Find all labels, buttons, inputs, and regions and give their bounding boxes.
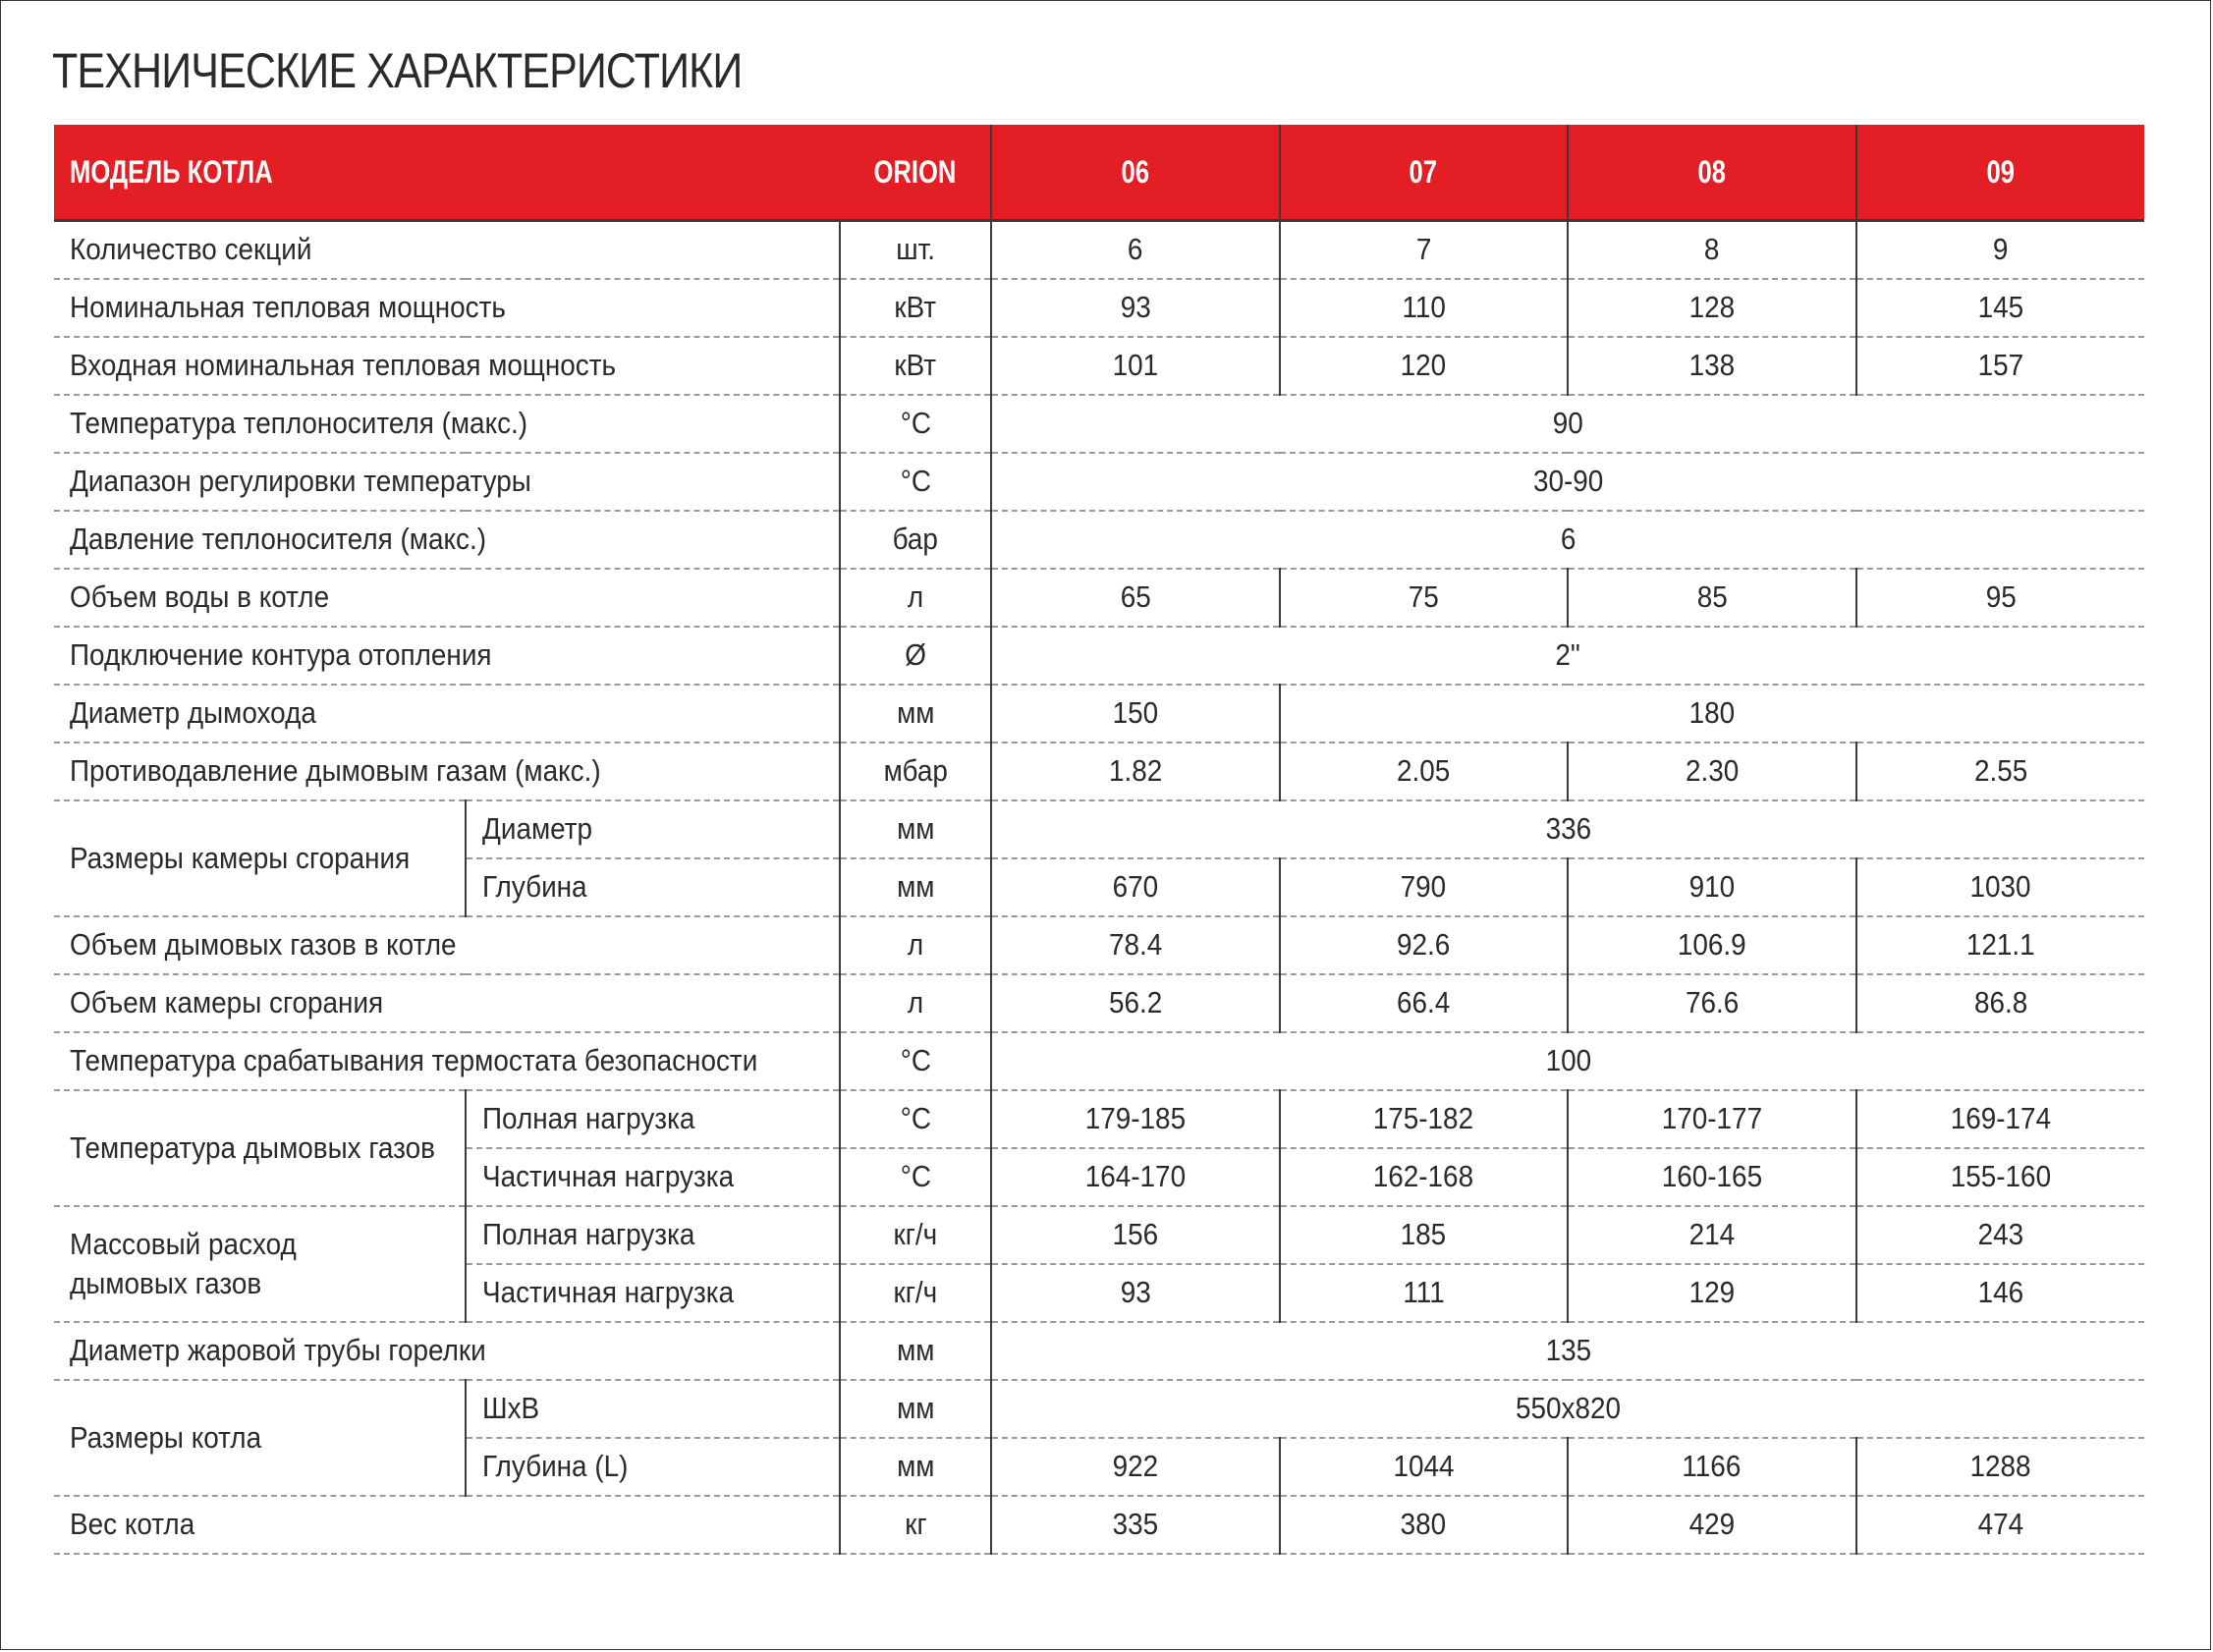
row-value (991, 1496, 1280, 1554)
row-value-text: 162-168 (1373, 1159, 1474, 1193)
row-unit (840, 569, 991, 627)
row-value (1568, 916, 1856, 974)
row-label-text: Давление теплоносителя (макс.) (70, 522, 487, 556)
row-value-text: 85 (1696, 579, 1728, 614)
row-label-text: Диапазон регулировки температуры (70, 464, 531, 498)
row-unit (840, 453, 991, 511)
row-value-text: 93 (1120, 290, 1151, 324)
row-label (54, 279, 840, 337)
row-value-text: 7 (1415, 232, 1432, 267)
row-label (54, 511, 840, 569)
row-value (1856, 279, 2145, 337)
row-label-text: Подключение контура отопления (70, 637, 492, 672)
row-value (1568, 974, 1856, 1032)
row-value-text: 150 (1112, 695, 1159, 730)
row-unit-text: мм (896, 1449, 935, 1483)
row-value-text: 474 (1977, 1507, 2024, 1541)
row-unit-text: °C (900, 1043, 931, 1077)
header-col-label: 08 (1697, 153, 1726, 190)
row-value-text: 335 (1112, 1507, 1159, 1541)
row-value-text: 90 (1552, 406, 1584, 440)
row-value (1280, 1206, 1569, 1264)
row-label (54, 221, 840, 279)
row-unit-text: мм (896, 811, 935, 846)
row-value (1568, 1264, 1856, 1322)
table-row (54, 569, 2144, 627)
row-value-text: 30-90 (1532, 464, 1604, 498)
row-value (1280, 858, 1569, 916)
row-unit (840, 916, 991, 974)
row-label (54, 395, 840, 453)
row-unit (840, 685, 991, 743)
row-value (1568, 743, 1856, 800)
row-unit (840, 743, 991, 800)
sub-label (466, 1206, 840, 1264)
table-row (54, 685, 2144, 743)
row-label-text: Противодавление дымовым газам (макс.) (70, 753, 601, 788)
row-value-text: 66.4 (1397, 985, 1451, 1019)
row-value-text: 380 (1400, 1507, 1447, 1541)
row-unit-text: бар (892, 522, 939, 556)
row-value-text: 9 (1992, 232, 2009, 267)
row-value-text: 100 (1545, 1043, 1591, 1077)
row-value-merged (991, 1032, 2144, 1090)
row-label (54, 916, 840, 974)
row-unit (840, 858, 991, 916)
row-value-text: 1166 (1682, 1449, 1742, 1483)
sub-label-text: Частичная нагрузка (482, 1159, 735, 1193)
table-row (54, 511, 2144, 569)
row-label-text: Диаметр дымохода (70, 695, 316, 730)
group-label-text: Температура дымовых газов (70, 1129, 435, 1165)
row-value-text: 157 (1977, 348, 2024, 382)
row-unit (840, 395, 991, 453)
row-value-text: 56.2 (1108, 985, 1162, 1019)
row-value (1568, 337, 1856, 395)
group-label (54, 800, 466, 916)
row-value-text: 179-185 (1084, 1101, 1186, 1135)
row-unit-text: мм (896, 695, 935, 730)
row-value-text: 790 (1400, 869, 1447, 904)
row-label (54, 1496, 840, 1554)
row-value-text: 93 (1120, 1275, 1151, 1309)
header-brand-label: ORION (873, 153, 957, 190)
row-value (1568, 279, 1856, 337)
row-value-text: 180 (1688, 695, 1736, 730)
row-value (1856, 916, 2145, 974)
sub-label-text: ШxB (482, 1391, 540, 1425)
row-value (991, 858, 1280, 916)
row-unit (840, 1322, 991, 1380)
sub-label (466, 858, 840, 916)
row-label (54, 743, 840, 800)
row-unit-text: мм (896, 1391, 935, 1425)
row-value-text: 65 (1120, 579, 1151, 614)
row-value (991, 337, 1280, 395)
row-unit (840, 800, 991, 858)
sub-label-text: Диаметр (482, 811, 593, 846)
row-value-text: 550x820 (1515, 1391, 1622, 1425)
row-unit-text: °C (900, 1101, 931, 1135)
row-value-merged (991, 800, 2144, 858)
row-value-text: 75 (1408, 579, 1439, 614)
row-value-text: 910 (1688, 869, 1736, 904)
row-value (1280, 279, 1569, 337)
row-value-text: 2.30 (1685, 753, 1739, 788)
row-value (1280, 916, 1569, 974)
row-label-text: Количество секций (70, 232, 312, 267)
row-unit-text: °C (900, 464, 931, 498)
row-value (1280, 1264, 1569, 1322)
row-value (1856, 1438, 2145, 1496)
table-row (54, 1090, 2144, 1148)
row-unit-text: кВт (894, 290, 937, 324)
header-brand (840, 125, 991, 221)
row-label-text: Входная номинальная тепловая мощность (70, 348, 617, 382)
row-value (1568, 1438, 1856, 1496)
table-row (54, 1206, 2144, 1264)
row-value-text: 156 (1112, 1217, 1159, 1251)
table-row (54, 1496, 2144, 1554)
row-unit-text: мм (896, 869, 935, 904)
row-value (1280, 743, 1569, 800)
row-value (991, 1090, 1280, 1148)
row-value-text: 175-182 (1373, 1101, 1474, 1135)
row-value (1856, 1264, 2145, 1322)
table-row (54, 1032, 2144, 1090)
row-unit (840, 1496, 991, 1554)
row-value-text: 1044 (1393, 1449, 1455, 1483)
row-unit (840, 974, 991, 1032)
row-value (991, 279, 1280, 337)
row-unit (840, 221, 991, 279)
row-label-text: Вес котла (70, 1507, 195, 1541)
row-value (1280, 974, 1569, 1032)
row-value (1280, 1438, 1569, 1496)
row-value (1568, 1148, 1856, 1206)
page-title: ТЕХНИЧЕСКИЕ ХАРАКТЕРИСТИКИ (52, 43, 743, 98)
header-col-label: 07 (1410, 153, 1438, 190)
row-value-text: 164-170 (1084, 1159, 1186, 1193)
table-header-row (54, 125, 2144, 221)
row-value-text: 92.6 (1397, 927, 1451, 962)
sub-label (466, 1090, 840, 1148)
row-value (1856, 1496, 2145, 1554)
row-value-text: 169-174 (1950, 1101, 2051, 1135)
row-value-merged (991, 395, 2144, 453)
row-value-text: 185 (1400, 1217, 1447, 1251)
sub-label-text: Частичная нагрузка (482, 1275, 735, 1309)
header-model (54, 125, 840, 221)
row-unit (840, 1380, 991, 1438)
row-value (1568, 221, 1856, 279)
row-unit-text: кг (904, 1507, 927, 1541)
group-label (54, 1380, 466, 1496)
row-value-text: 111 (1403, 1275, 1445, 1309)
table-row (54, 916, 2144, 974)
row-unit-text: кВт (894, 348, 937, 382)
row-value (1568, 1496, 1856, 1554)
table-row (54, 800, 2144, 858)
row-value-text: 160-165 (1661, 1159, 1762, 1193)
row-unit (840, 1032, 991, 1090)
row-label (54, 974, 840, 1032)
row-unit (840, 1206, 991, 1264)
row-value-text: 121.1 (1965, 927, 2035, 962)
row-value (1856, 743, 2145, 800)
table-row (54, 279, 2144, 337)
table-row (54, 395, 2144, 453)
sub-label (466, 1148, 840, 1206)
table-row (54, 627, 2144, 685)
row-label (54, 627, 840, 685)
row-value-text: 2.55 (1973, 753, 2027, 788)
row-label (54, 337, 840, 395)
table-row (54, 743, 2144, 800)
sub-label-text: Глубина (L) (482, 1449, 629, 1483)
row-label (54, 1032, 840, 1090)
row-value-text: 135 (1545, 1333, 1591, 1367)
row-label-text: Номинальная тепловая мощность (70, 290, 506, 324)
row-label (54, 453, 840, 511)
header-col-09 (1856, 125, 2145, 221)
row-value (1280, 1496, 1569, 1554)
row-value-text: 243 (1977, 1217, 2024, 1251)
row-unit (840, 337, 991, 395)
row-value-merged (991, 453, 2144, 511)
row-value-text: 86.8 (1973, 985, 2027, 1019)
row-value (1856, 569, 2145, 627)
row-value-text: 129 (1688, 1275, 1736, 1309)
row-label-text: Объем воды в котле (70, 579, 330, 614)
table-row (54, 974, 2144, 1032)
row-value-text: 128 (1688, 290, 1736, 324)
row-unit (840, 1438, 991, 1496)
row-value-text: 8 (1703, 232, 1720, 267)
row-value-text: 1288 (1969, 1449, 2031, 1483)
spec-table (54, 125, 2144, 1555)
row-label (54, 1322, 840, 1380)
row-value (1856, 1090, 2145, 1148)
row-value (991, 569, 1280, 627)
row-value (1568, 1206, 1856, 1264)
row-value-text: 2.05 (1397, 753, 1451, 788)
row-value-text: 6 (1127, 232, 1143, 267)
row-value-text: 6 (1560, 522, 1577, 556)
row-label (54, 569, 840, 627)
row-unit-text: л (907, 579, 924, 614)
row-unit (840, 279, 991, 337)
group-label-line2: дымовых газов (70, 1265, 262, 1300)
group-label-text: Размеры котла (70, 1419, 262, 1455)
row-value-text: 429 (1688, 1507, 1736, 1541)
row-value (1280, 1148, 1569, 1206)
header-col-label: 09 (1986, 153, 2015, 190)
row-unit-text: °C (900, 406, 931, 440)
sub-label-text: Полная нагрузка (482, 1101, 695, 1135)
row-unit-text: шт. (896, 232, 935, 267)
header-model-label: МОДЕЛЬ КОТЛА (70, 153, 273, 190)
row-value-text: 2" (1555, 637, 1581, 672)
row-unit (840, 511, 991, 569)
row-value-merged (991, 511, 2144, 569)
row-value (1280, 569, 1569, 627)
row-label-text: Объем камеры сгорания (70, 985, 384, 1019)
row-value (1856, 1148, 2145, 1206)
row-value (1856, 974, 2145, 1032)
row-value-text: 95 (1985, 579, 2017, 614)
group-label-text: Размеры камеры сгорания (70, 840, 411, 875)
row-value (1280, 221, 1569, 279)
group-label (54, 1090, 466, 1206)
table-row (54, 1322, 2144, 1380)
row-value (991, 221, 1280, 279)
table-row (54, 221, 2144, 279)
sub-label-text: Полная нагрузка (482, 1217, 695, 1251)
row-value-text: 922 (1112, 1449, 1159, 1483)
row-value (991, 1148, 1280, 1206)
diameter-symbol-icon: Ø (905, 637, 926, 672)
row-value (991, 1264, 1280, 1322)
row-label-text: Температура срабатывания термостата безопасности (70, 1043, 758, 1077)
row-value-merged (991, 1322, 2144, 1380)
row-value-text: 670 (1112, 869, 1159, 904)
table-row (54, 453, 2144, 511)
row-value (1856, 1206, 2145, 1264)
row-unit (840, 1090, 991, 1148)
row-label-text: Температура теплоносителя (макс.) (70, 406, 528, 440)
row-value (991, 743, 1280, 800)
row-value-text: 214 (1688, 1217, 1736, 1251)
row-value-text: 106.9 (1677, 927, 1746, 962)
row-unit-text: °C (900, 1159, 931, 1193)
row-value (991, 685, 1280, 743)
row-value-text: 110 (1402, 290, 1446, 324)
row-unit (840, 627, 991, 685)
table-row (54, 1380, 2144, 1438)
row-label-text: Объем дымовых газов в котле (70, 927, 457, 962)
row-unit (840, 1148, 991, 1206)
header-col-06 (991, 125, 1280, 221)
row-unit-text: л (907, 927, 924, 962)
row-label-text: Диаметр жаровой трубы горелки (70, 1333, 486, 1367)
row-value (1280, 1090, 1569, 1148)
row-value (1856, 337, 2145, 395)
row-value-text: 101 (1112, 348, 1159, 382)
row-value (1856, 858, 2145, 916)
row-value (1568, 858, 1856, 916)
row-value-text: 155-160 (1950, 1159, 2051, 1193)
sub-label-text: Глубина (482, 869, 587, 904)
row-value-merged (991, 1380, 2144, 1438)
row-unit-text: кг/ч (893, 1217, 938, 1251)
sub-label (466, 1380, 840, 1438)
row-value-text: 138 (1688, 348, 1736, 382)
header-col-label: 06 (1121, 153, 1149, 190)
header-col-07 (1280, 125, 1569, 221)
row-value-text: 76.6 (1685, 985, 1739, 1019)
row-value-text: 336 (1545, 811, 1591, 846)
row-value-text: 78.4 (1108, 927, 1162, 962)
row-value-merged (991, 627, 2144, 685)
row-value (1856, 221, 2145, 279)
sub-label (466, 1438, 840, 1496)
row-value (1280, 337, 1569, 395)
row-value-merged (1280, 685, 2145, 743)
row-value (991, 916, 1280, 974)
row-value (991, 1206, 1280, 1264)
row-value-text: 1.82 (1108, 753, 1162, 788)
header-col-08 (1568, 125, 1856, 221)
row-unit-text: мбар (883, 753, 948, 788)
row-value (1568, 569, 1856, 627)
row-value (1568, 1090, 1856, 1148)
row-value (991, 974, 1280, 1032)
row-value-text: 1030 (1969, 869, 2031, 904)
sub-label (466, 1264, 840, 1322)
row-value-text: 146 (1977, 1275, 2024, 1309)
row-unit-text: кг/ч (893, 1275, 938, 1309)
row-value-text: 145 (1977, 290, 2024, 324)
table-row (54, 337, 2144, 395)
row-unit-text: мм (896, 1333, 935, 1367)
row-value-text: 120 (1400, 348, 1447, 382)
sub-label (466, 800, 840, 858)
row-unit (840, 1264, 991, 1322)
group-label (54, 1206, 466, 1322)
group-label-line1: Массовый расход (70, 1226, 297, 1261)
row-label (54, 685, 840, 743)
row-unit-text: л (907, 985, 924, 1019)
row-value-text: 170-177 (1661, 1101, 1762, 1135)
row-value (991, 1438, 1280, 1496)
